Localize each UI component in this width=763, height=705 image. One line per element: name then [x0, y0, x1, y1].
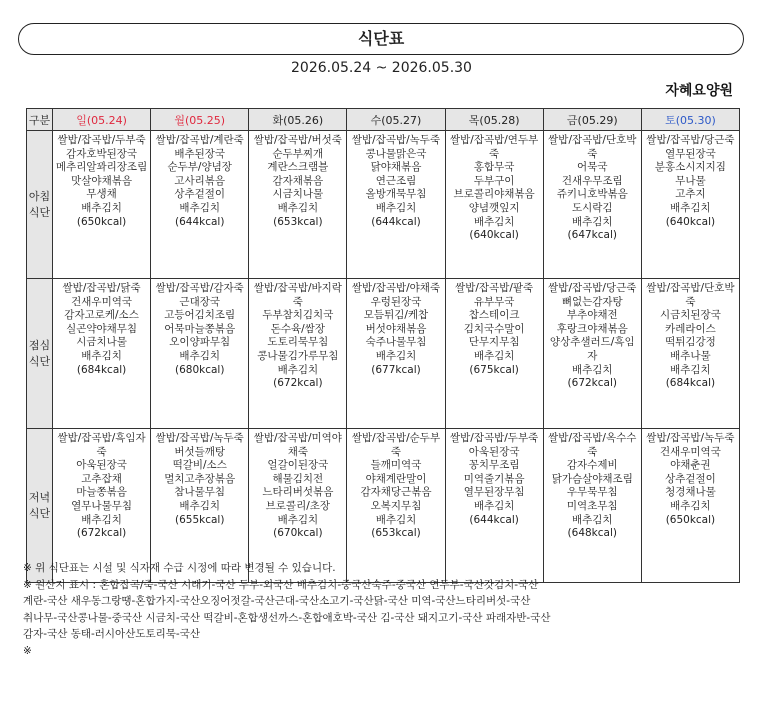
menu-cell: 쌀밥/잡곡밥/녹두죽 콩나물맑은국 닭야채볶음 연근조림 올방개묵무침 배추김치 (644kcal) [347, 131, 445, 279]
day-header-tue: 화(05.26) [249, 109, 347, 131]
menu-cell: 쌀밥/잡곡밥/야채죽 우렁된장국 모듬튀김/케찹 버섯야채볶음 숙주나물무침 배추김치 (677kcal) [347, 279, 445, 429]
breakfast-row [27, 131, 740, 279]
meal-label-line2: 식단 [28, 205, 51, 219]
menu-cell: 쌀밥/잡곡밥/순두부죽 들깨미역국 야채계란말이 감자채당근볶음 오복지무침 배추김치 (653kcal) [347, 429, 445, 583]
note-line: 계란-국산 새우동그랑땡-혼합가지-국산오징어젓갈-국산근대-국산소고기-국산닭-국산 미역-국산느타리버섯-국산 [23, 595, 531, 607]
meal-label-line2: 식단 [28, 506, 51, 520]
note-line: ※ [23, 644, 32, 657]
date-range: 2026.05.24 ~ 2026.05.30 [291, 60, 472, 76]
menu-cell: 쌀밥/잡곡밥/미역야채죽 얼갈이된장국 해물김치전 느타리버섯볶음 브로콜리/초장 배추김치 (670kcal) [249, 429, 347, 583]
menu-cell: 쌀밥/잡곡밥/두부죽 아욱된장국 꽁치무조림 미역줄기볶음 열무된장무침 배추김치 (644kcal) [445, 429, 543, 583]
menu-cell: 쌀밥/잡곡밥/닭죽 건새우미역국 감자고로케/소스 실곤약야채무침 시금치나물 배추김치 (684kcal) [53, 279, 151, 429]
day-header-thu: 목(05.28) [445, 109, 543, 131]
day-header-sat: 토(05.30) [641, 109, 739, 131]
menu-cell: 쌀밥/잡곡밥/당근죽 열무된장국 분홍소시지지짐 무나물 고추지 배추김치 (640kcal) [641, 131, 739, 279]
meal-label-line1: 아침 [28, 189, 51, 203]
header-row [27, 109, 740, 131]
menu-cell: 쌀밥/잡곡밥/바지락죽 두부참치김치국 돈수육/쌈장 도토리묵무침 콩나물김가루무침 배추김치 (672kcal) [249, 279, 347, 429]
corner-header: 구분 [27, 109, 53, 131]
menu-cell: 쌀밥/잡곡밥/버섯죽 순두부찌개 계란스크램블 감자채볶음 시금치나물 배추김치 (653kcal) [249, 131, 347, 279]
meal-label-line1: 저녁 [28, 490, 51, 504]
facility-name: 자혜요양원 [665, 83, 733, 99]
note-line: ※ 위 식단표는 시설 및 식자재 수급 시정에 따라 변경될 수 있습니다. [23, 562, 336, 574]
menu-cell: 쌀밥/잡곡밥/두부죽 감자호박된장국 메추리알꽈리장조림 맛살야채볶음 무생채 배추김치 (650kcal) [53, 131, 151, 279]
day-header-mon: 월(05.25) [151, 109, 249, 131]
note-line: 감자-국산 동태-러시아산도토리묵-국산 [23, 628, 200, 640]
meal-label-line2: 식단 [28, 354, 51, 368]
meal-label-lunch [27, 279, 53, 429]
day-header-wed: 수(05.27) [347, 109, 445, 131]
menu-cell: 쌀밥/잡곡밥/단호박죽 시금치된장국 카레라이스 떡튀김강정 배추나물 배추김치 (684kcal) [641, 279, 739, 429]
menu-cell: 쌀밥/잡곡밥/녹두죽 버섯들깨탕 떡갈비/소스 멸치고추장볶음 참나물무침 배추김치 (655kcal) [151, 429, 249, 583]
meal-label-line1: 점심 [28, 338, 51, 352]
lunch-row [27, 279, 740, 429]
menu-cell: 쌀밥/잡곡밥/당근죽 뼈없는감자탕 부추야채전 후랑크야채볶음 양상추샐러드/흑임자 배추김치 (672kcal) [543, 279, 641, 429]
menu-cell: 쌀밥/잡곡밥/흑임자죽 아욱된장국 고추잡채 마늘쫑볶음 열무나물무침 배추김치 (672kcal) [53, 429, 151, 583]
day-header-sun: 일(05.24) [53, 109, 151, 131]
menu-table [26, 108, 740, 583]
day-header-fri: 금(05.29) [543, 109, 641, 131]
menu-cell: 쌀밥/잡곡밥/팥죽 유부무국 찹스테이크 김치국수말이 단무지무침 배추김치 (675kcal) [445, 279, 543, 429]
note-line: ※ 원산지 표시 : 혼합잡곡/죽-국산 시래기-국산 두부-외국산 배추김치-중국산숙주-중국산 연두부-국산갓김치-국산 [23, 578, 539, 591]
page-title: 식단표 [18, 23, 744, 55]
menu-cell: 쌀밥/잡곡밥/계란죽 배추된장국 순두부/양념장 고사리볶음 상추겉절이 배추김치 (644kcal) [151, 131, 249, 279]
menu-cell: 쌀밥/잡곡밥/녹두죽 건새우미역국 야채춘권 상추겉절이 청경채나물 배추김치 (650kcal) [641, 429, 739, 583]
menu-cell: 쌀밥/잡곡밥/단호박죽 어묵국 건새우무조림 쥬키니호박볶음 도시락김 배추김치 (647kcal) [543, 131, 641, 279]
menu-cell: 쌀밥/잡곡밥/감자죽 근대장국 고등어김치조림 어묵마늘쫑볶음 오이양파무침 배추김치 (680kcal) [151, 279, 249, 429]
menu-cell: 쌀밥/잡곡밥/옥수수죽 감자수제비 닭가슴살야채조림 우무묵무침 미역초무침 배추김치 (648kcal) [543, 429, 641, 583]
meal-label-breakfast [27, 131, 53, 279]
menu-cell: 쌀밥/잡곡밥/연두부죽 홍합무국 두부구이 브로콜리야채볶음 양념깻잎지 배추김치 (640kcal) [445, 131, 543, 279]
notes-section [23, 560, 743, 659]
note-line: 취나무-국산콩나물-중국산 시금치-국산 떡갈비-혼합생선까스-혼합애호박-국산 김-국산 돼지고기-국산 파래자반-국산 [23, 611, 551, 624]
